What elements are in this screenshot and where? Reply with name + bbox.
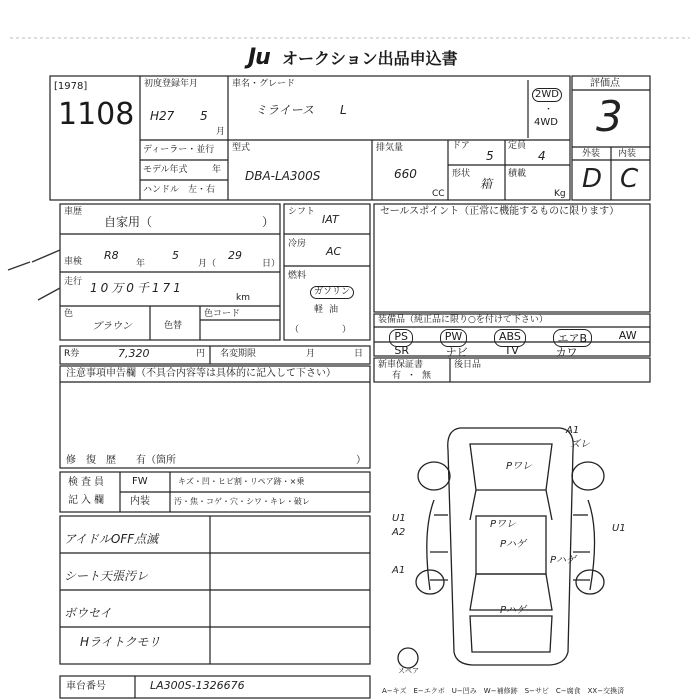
- equipment-leather: カワ: [555, 346, 578, 359]
- equipment-sr: SR: [394, 344, 410, 357]
- registration-era-year: H27: [150, 109, 175, 123]
- doors-label: ドア: [452, 141, 470, 151]
- warranty-options: 有・無: [392, 371, 438, 381]
- lot-code: [1978]: [54, 81, 88, 92]
- capacity-label: 定員: [508, 141, 527, 151]
- recycle-unit: 円: [196, 349, 206, 359]
- ju-logo: Ju: [248, 45, 270, 70]
- equipment-tv: TV: [504, 344, 519, 357]
- inspector-fw: FW: [132, 476, 148, 487]
- drive-dot: ・: [544, 105, 554, 115]
- diagram-mark: U1: [392, 513, 406, 524]
- diagram-mark: Pハゲ: [500, 539, 527, 550]
- equipment-airbag: エアB: [553, 329, 593, 347]
- name-change-label: 名変期限: [220, 349, 257, 359]
- inspection-era: R8: [104, 249, 119, 262]
- color-label: 色: [64, 309, 74, 319]
- form-title: オークション出品申込書: [282, 49, 458, 68]
- model-year-label: モデル年式: [143, 165, 188, 175]
- katashiki-value: DBA-LA300S: [245, 169, 321, 183]
- color-code-label: 色コード: [204, 309, 241, 319]
- mileage-unit: km: [236, 293, 250, 303]
- diagram-mark: A2: [392, 527, 406, 538]
- registration-month-unit: 月: [216, 127, 226, 137]
- registration-month: 5: [200, 109, 208, 123]
- damage-legend: A−キズ E−エクボ U−凹み W−補修跡 S−サビ C−腐食 XX−交換済: [382, 687, 625, 695]
- doors-value: 5: [486, 149, 494, 163]
- diagram-mark: スペア: [398, 667, 419, 675]
- load-label: 積載: [508, 169, 527, 179]
- inspection-day: 29: [228, 249, 242, 262]
- mileage-label: 走行: [64, 277, 83, 287]
- history-value: 自家用（: [104, 215, 153, 229]
- equipment-pw: PW: [440, 329, 468, 347]
- repair-history: 修 復 歴 有（箇所: [66, 455, 176, 466]
- katashiki-label: 型式: [232, 143, 251, 153]
- score-label: 評価点: [590, 78, 620, 89]
- repair-history-close: ）: [356, 455, 366, 466]
- inspector-label-2: 記入欄: [68, 495, 107, 506]
- equipment-header: 装備品（純正品に限り○を付けて下さい）: [378, 315, 548, 325]
- name-change-month-unit: 月: [306, 349, 316, 359]
- aircon-value: AC: [326, 245, 342, 258]
- equipment-abs: ABS: [494, 329, 526, 347]
- inspection-label: 車検: [64, 257, 83, 267]
- warranty-note-label: 後日品: [454, 360, 482, 370]
- model-name-label: 車名・グレード: [232, 79, 296, 89]
- aircon-label: 冷房: [288, 239, 307, 249]
- interior-label: 内装: [618, 149, 637, 159]
- drive-4wd: 4WD: [534, 117, 558, 128]
- handle-label: ハンドル 左・右: [143, 185, 216, 195]
- history-label: 車歴: [64, 207, 83, 217]
- diagram-mark: Pワレ: [490, 519, 517, 530]
- remark-2: シート天張汚レ: [64, 569, 149, 583]
- model-grade-value: L: [340, 103, 347, 117]
- displacement-unit: CC: [432, 189, 445, 199]
- load-unit: Kg: [554, 189, 566, 199]
- fuel-label: 燃料: [288, 271, 307, 281]
- diagram-mark: Pハゲ: [550, 555, 577, 566]
- displacement-label: 排気量: [376, 143, 404, 153]
- lot-number: 1108: [58, 97, 135, 132]
- exterior-score: D: [582, 164, 603, 194]
- color-change-label: 色替: [164, 321, 183, 331]
- registration-label: 初度登録年月: [144, 79, 199, 89]
- equipment-row-2: [376, 344, 596, 360]
- mileage-value: 10万0千171: [90, 281, 184, 295]
- dealer-label: ディーラー・並行: [143, 145, 215, 155]
- fuel-light-oil: 軽油: [314, 305, 345, 315]
- history-close: ）: [262, 215, 275, 229]
- diagram-mark: Pハゲ: [500, 605, 527, 616]
- equipment-navi: ナビ: [445, 346, 468, 359]
- inspector-interior: 内装: [130, 496, 150, 507]
- shift-value: IAT: [322, 213, 339, 226]
- inspector-legend-2: 汚・焦・コゲ・穴・シワ・キレ・破レ: [174, 497, 310, 506]
- displacement-value: 660: [394, 167, 417, 181]
- equipment-aw: AW: [618, 329, 637, 342]
- shift-label: シフト: [288, 207, 316, 217]
- shape-label: 形状: [452, 169, 471, 179]
- drive-2wd: 2WD: [532, 88, 562, 102]
- remark-1: アイドルOFF点滅: [64, 532, 159, 546]
- diagram-mark: A1: [566, 425, 580, 436]
- color-value: ブラウン: [92, 321, 132, 332]
- recycle-label: R券: [64, 349, 80, 359]
- capacity-value: 4: [538, 149, 546, 163]
- inspection-month-unit: 月（: [198, 259, 217, 269]
- diagram-mark: U1: [612, 523, 626, 534]
- remark-4: Hライトクモリ: [80, 635, 161, 649]
- inspection-day-unit: 日）: [262, 259, 281, 269]
- fuel-paren: （ ）: [290, 325, 356, 335]
- notes-header: 注意事項申告欄（不具合内容等は具体的に記入して下さい）: [66, 368, 336, 379]
- fuel-gasoline: ガソリン: [310, 286, 354, 299]
- remark-3: ボウセイ: [64, 606, 112, 620]
- inspection-month: 5: [172, 249, 179, 262]
- shape-value: 箱: [480, 177, 493, 191]
- chassis-label: 車台番号: [66, 681, 106, 692]
- interior-score: C: [620, 164, 639, 194]
- inspection-year-unit: 年: [136, 259, 146, 269]
- exterior-label: 外装: [582, 149, 601, 159]
- inspector-legend-1: キズ・凹・ヒビ割・リペア跡・×乗: [178, 477, 305, 486]
- diagram-mark: A1: [392, 565, 406, 576]
- score-value: 3: [596, 92, 623, 141]
- model-name-value: ミライース: [255, 103, 315, 117]
- diagram-mark: ズレ: [570, 439, 590, 450]
- model-year-unit: 年: [212, 165, 222, 175]
- recycle-value: 7,320: [118, 347, 150, 360]
- diagram-mark: Pワレ: [506, 461, 533, 472]
- sales-points-header: セールスポイント（正常に機能するものに限ります）: [380, 206, 620, 217]
- inspector-label-1: 検査員: [68, 477, 107, 488]
- warranty-label: 新車保証書: [378, 360, 424, 370]
- equipment-ps: PS: [389, 329, 413, 347]
- chassis-value: LA300S-1326676: [150, 679, 245, 692]
- name-change-day-unit: 日: [354, 349, 364, 359]
